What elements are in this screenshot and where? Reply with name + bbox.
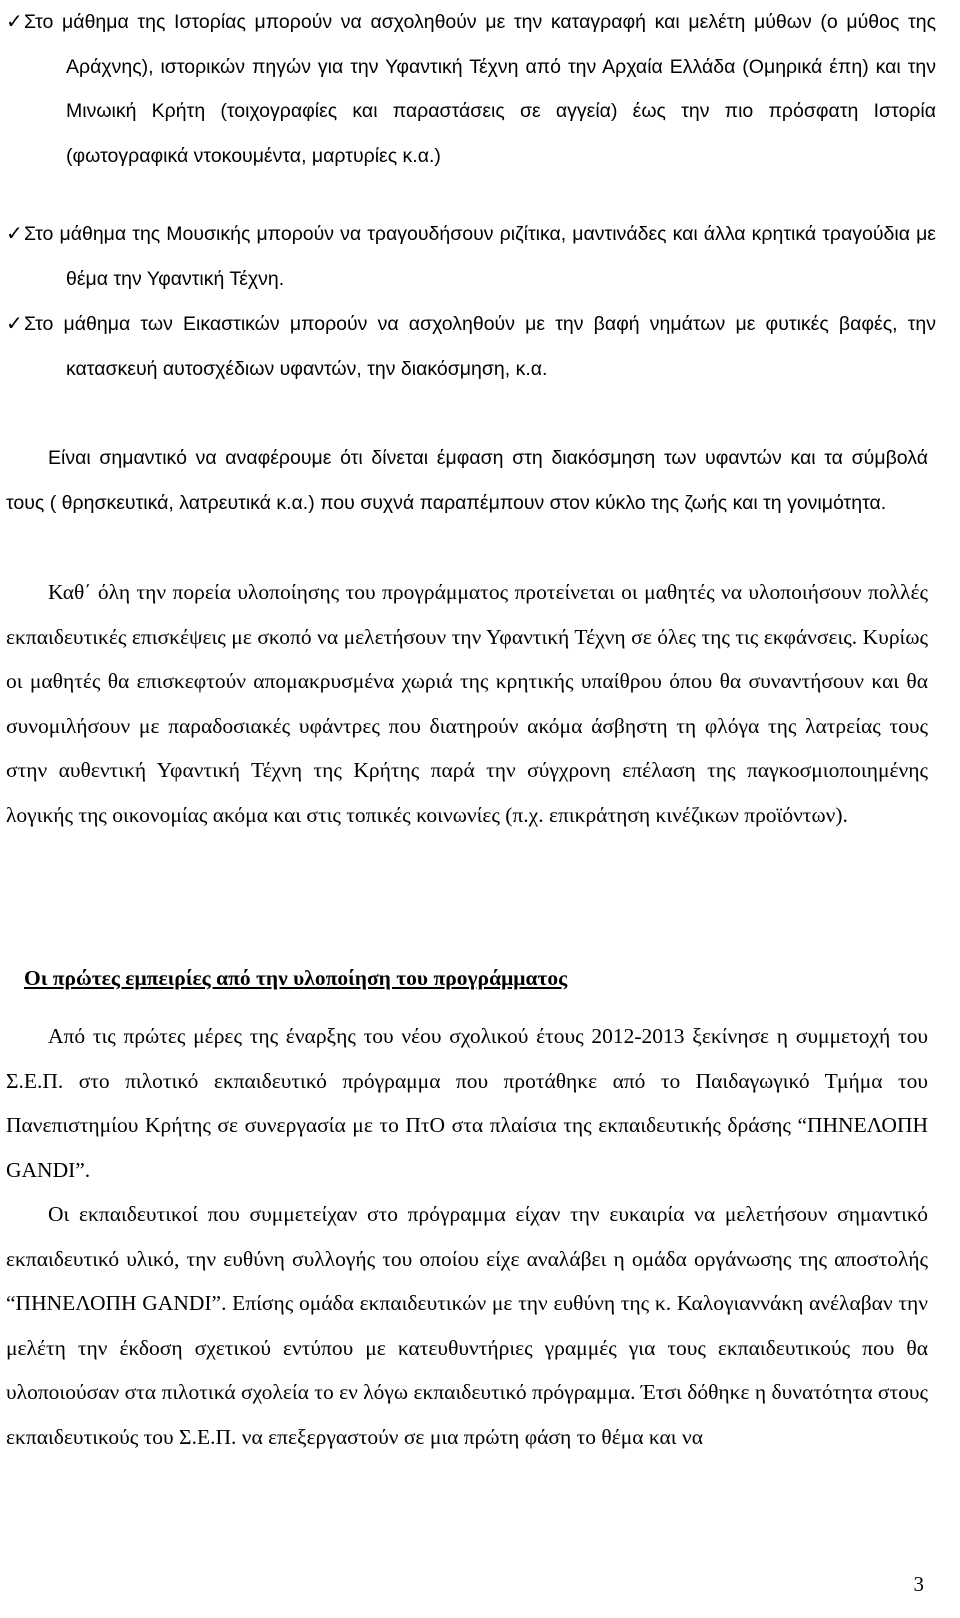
section-heading: Οι πρώτες εμπειρίες από την υλοποίηση του προγράμματος [24,966,568,990]
checkmark-icon: ✓ [6,223,23,245]
page-number: 3 [913,1572,924,1596]
bullet-history [6,0,936,178]
bullet-music [6,212,936,301]
checkmark-icon: ✓ [6,313,23,335]
bullet-text: Στο μάθημα της Μουσικής μπορούν να τραγουδήσουν ριζίτικα, μαντινάδες και άλλα κρητικά τραγούδια με θέμα την Υφαντική Τέχνη. [24,223,936,290]
paragraph-start: Από τις πρώτες μέρες της έναρξης του νέου σχολικού έτους 2012-2013 ξεκίνησε η συμμετοχή του Σ.Ε.Π. στο πιλοτικό εκπαιδευτικό πρόγραμμα που προτάθηκε από το Παιδαγωγικό Τμήμα του Πανεπιστημίου Κρήτης σε συνεργασία με το ΠτΟ στα πλαίσια της εκπαιδευτικής δράσης “ΠΗΝΕΛΟΠΗ GANDI”. [6,1024,928,1182]
paragraph-visits: Καθ΄ όλη την πορεία υλοποίησης του προγράμματος προτείνεται οι μαθητές να υλοποιήσουν πολλές εκπαιδευτικές επισκέψεις με σκοπό να μελετήσουν την Υφαντική Τέχνη σε όλες της τις εκφάνσεις. Κυρίως οι μαθητές θα επισκεφτούν απομακρυσμένα χωριά της κρητικής υπαίθρου όπου θα συναντήσουν και θα συνομιλήσουν με παραδοσιακές υφάντρες που διατηρούν ακόμα άσβηστη τη φλόγα της λατρείας τους στην αυθεντική Υφαντική Τέχνη της Κρήτης παρά την σύγχρονη επέλαση της παγκοσμιοποιημένης λογικής της οικονομίας ακόμα και στις τοπικές κοινωνίες (π.χ. επικράτηση κινέζικων προϊόντων). [6,580,928,827]
bullet-text: Στο μάθημα της Ιστορίας μπορούν να ασχοληθούν με την καταγραφή και μελέτη μύθων (ο μύθος της Αράχνης), ιστορικών πηγών για την Υφαντική Τέχνη από την Αρχαία Ελλάδα (Ομηρικά έπη) και την Μινωική Κρήτη (τοιχογραφίες και παραστάσεις σε αγγεία) έως την πιο πρόσφατη Ιστορία (φωτογραφικά ντοκουμέντα, μαρτυρίες κ.α.) [24,11,936,167]
checkmark-icon: ✓ [6,11,23,33]
bullet-text: Στο μάθημα των Εικαστικών μπορούν να ασχοληθούν με την βαφή νημάτων με φυτικές βαφές, την κατασκευή αυτοσχέδιων υφαντών, την διακόσμηση, κ.α. [24,313,936,380]
paragraph-teachers: Οι εκπαιδευτικοί που συμμετείχαν στο πρόγραμμα είχαν την ευκαιρία να μελετήσουν σημαντικό εκπαιδευτικό υλικό, την ευθύνη συλλογής του οποίου είχε αναλάβει η ομάδα οργάνωσης της αποστολής “ΠΗΝΕΛΟΠΗ GANDI”. Επίσης ομάδα εκπαιδευτικών με την ευθύνη της κ. Καλογιαννάκη ανέλαβαν την μελέτη την έκδοση σχετικού εντύπου με κατευθυντήριες γραμμές για τους εκπαιδευτικούς που θα υλοποιούσαν στα πιλοτικά σχολεία το εν λόγω εκπαιδευτικό πρόγραμμα. Έτσι δόθηκε η δυνατότητα στους εκπαιδευτικούς του Σ.Ε.Π. να επεξεργαστούν σε μια πρώτη φάση το θέμα και να [6,1202,928,1449]
paragraph-emphasis: Είναι σημαντικό να αναφέρουμε ότι δίνεται έμφαση στη διακόσμηση των υφαντών και τα σύμβολά τους ( θρησκευτικά, λατρευτικά κ.α.) που συχνά παραπέμπουν στον κύκλο της ζωής και τη γονιμότητα. [6,447,928,514]
bullet-arts [6,302,936,391]
